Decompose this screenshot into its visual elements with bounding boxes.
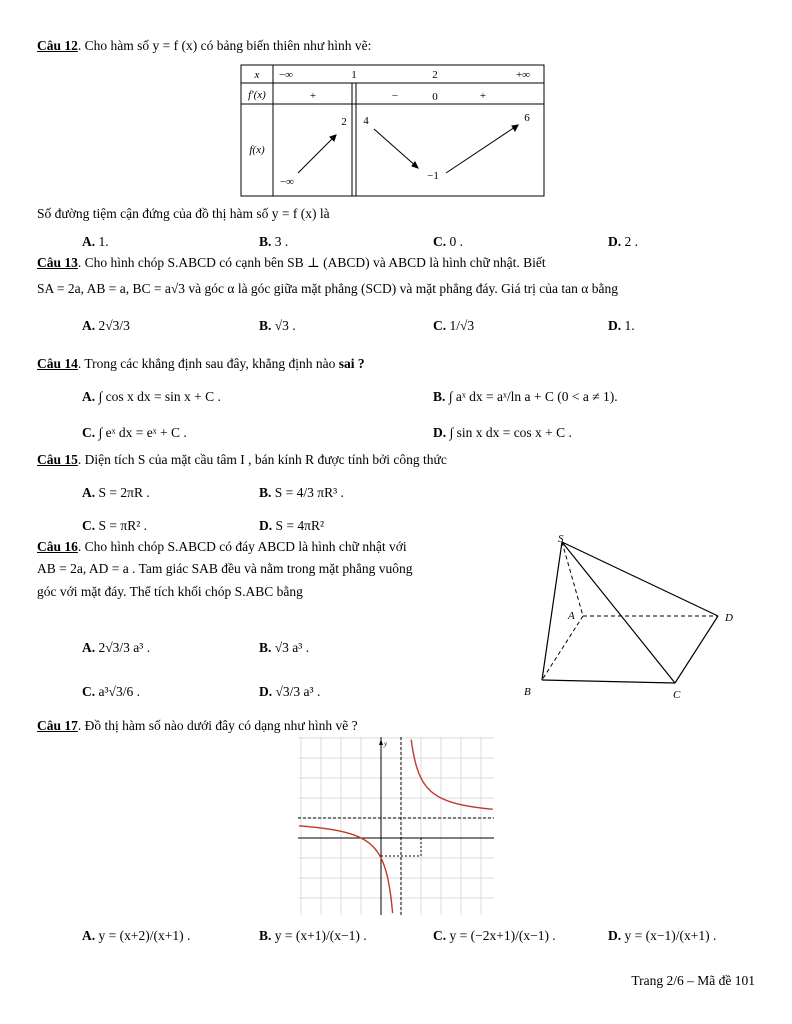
f-value: 4 [363, 115, 369, 127]
label-b: B [524, 686, 531, 698]
q12-question: Số đường tiệm cận đứng của đồ thị hàm số y = f (x) là [37, 206, 330, 221]
q15-option-b[interactable]: B. S = 4/3 πR³ . [259, 485, 344, 500]
label-a: A [568, 610, 575, 622]
q16-stem-line1: Câu 16. Cho hình chóp S.ABCD có đáy ABCD là hình chữ nhật với [37, 539, 407, 554]
q12-stem-text: . Cho hàm số y = f (x) có bảng biến thiên như hình vẽ: [77, 38, 372, 53]
q17-label: Câu 17 [37, 718, 78, 733]
q16-label: Câu 16 [37, 539, 78, 554]
q17-option-d[interactable]: D. y = (x−1)/(x+1) . [608, 928, 717, 943]
q17-option-c[interactable]: C. y = (−2x+1)/(x−1) . [433, 928, 556, 943]
x-label: x [254, 69, 260, 81]
label-s: S [558, 533, 564, 545]
q14-option-a[interactable]: A. ∫ cos x dx = sin x + C . [82, 389, 221, 404]
q12-label: Câu 12 [37, 38, 78, 53]
label-c: C [673, 689, 681, 701]
fprime-label: f′(x) [248, 89, 266, 101]
q16-option-d[interactable]: D. √3/3 a³ . [259, 684, 321, 699]
sign: 0 [432, 91, 438, 103]
sign: − [391, 90, 399, 102]
q16-stem-line2: AB = 2a, AD = a . Tam giác SAB đều và nằm trong mặt phẳng vuông [37, 561, 413, 576]
q13-stem-line1: Câu 13. Cho hình chóp S.ABCD có cạnh bên SB ⊥ (ABCD) và ABCD là hình chữ nhật. Biết [37, 255, 546, 270]
q16-option-a[interactable]: A. 2√3/3 a³ . [82, 640, 151, 655]
f-value: 6 [524, 112, 530, 124]
q17-option-b[interactable]: B. y = (x+1)/(x−1) . [259, 928, 367, 943]
label-d: D [725, 612, 733, 624]
q13-option-d[interactable]: D. 1. [608, 318, 635, 333]
q15-option-d[interactable]: D. S = 4πR² [259, 518, 324, 533]
q15-option-a[interactable]: A. S = 2πR . [82, 485, 150, 500]
q16-option-b[interactable]: B. √3 a³ . [259, 640, 310, 655]
q13-option-b[interactable]: B. √3 . [259, 318, 296, 333]
q13-option-a[interactable]: A. 2√3/3 [82, 318, 130, 333]
q15-stem: Câu 15. Diện tích S của mặt cầu tâm I , bán kính R được tính bởi công thức [37, 452, 447, 467]
q14-stem: Câu 14. Trong các khẳng định sau đây, khẳng định nào sai ? [37, 356, 365, 371]
q15-option-c[interactable]: C. S = πR² . [82, 518, 147, 533]
q12-variation-table [240, 63, 546, 198]
q14-option-d[interactable]: D. ∫ sin x dx = cos x + C . [433, 425, 572, 440]
q17-option-a[interactable]: A. y = (x+2)/(x+1) . [82, 928, 191, 943]
q17-stem: Câu 17. Đồ thị hàm số nào dưới đây có dạng như hình vẽ ? [37, 718, 358, 733]
q15-label: Câu 15 [37, 452, 78, 467]
x-value: 1 [351, 69, 357, 81]
q14-label: Câu 14 [37, 356, 78, 371]
f-value: −1 [427, 170, 439, 182]
q17-graph [298, 737, 494, 915]
page-footer: Trang 2/6 – Mã đề 101 [631, 973, 755, 988]
q16-option-c[interactable]: C. a³√3/6 . [82, 684, 140, 699]
q12-option-c[interactable]: C. 0 . [433, 234, 463, 249]
q13-option-c[interactable]: C. 1/√3 [433, 318, 475, 333]
y-axis-label: y [384, 740, 388, 748]
pyramid-figure [515, 530, 745, 705]
q12-option-b[interactable]: B. 3 . [259, 234, 289, 249]
q12-option-d[interactable]: D. 2 . [608, 234, 638, 249]
q13-label: Câu 13 [37, 255, 78, 270]
q13-stem-line2: SA = 2a, AB = a, BC = a√3 và góc α là góc giữa mặt phẳng (SCD) và mặt phẳng đáy. Giá trị của tan α bằng [37, 281, 618, 296]
f-value: 2 [341, 116, 347, 128]
q16-stem-line3: góc với mặt đáy. Thể tích khối chóp S.ABC bằng [37, 584, 303, 599]
q12-stem [37, 38, 371, 54]
q12-option-a[interactable]: A. 1. [82, 234, 109, 249]
q14-option-c[interactable]: C. ∫ eˣ dx = eˣ + C . [82, 425, 187, 440]
f-value: −∞ [279, 176, 295, 188]
f-label: f(x) [249, 144, 265, 156]
x-value: −∞ [278, 69, 294, 81]
curve-right-branch [411, 740, 493, 810]
q14-option-b[interactable]: B. ∫ aˣ dx = aˣ/ln a + C (0 < a ≠ 1). [433, 389, 618, 404]
x-value: +∞ [515, 69, 531, 81]
sign: + [309, 90, 317, 102]
sign: + [479, 90, 487, 102]
curve-left-branch [299, 826, 393, 913]
x-value: 2 [432, 69, 438, 81]
